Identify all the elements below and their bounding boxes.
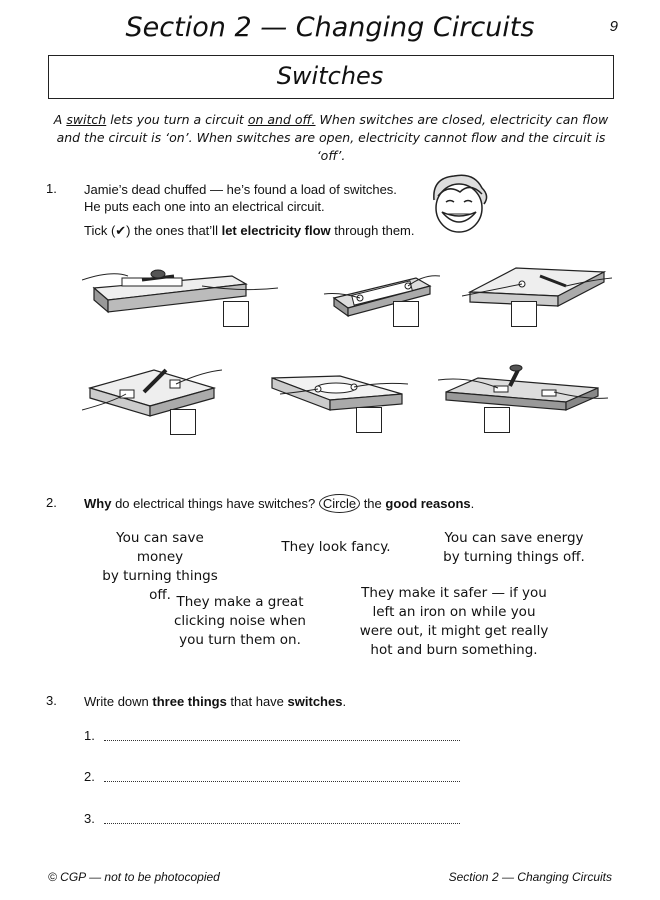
circle-word: Circle — [319, 494, 360, 513]
switch-4-illustration — [82, 362, 222, 432]
answer-look-fancy[interactable]: They look fancy. — [281, 539, 391, 555]
footer-section: Section 2 — Changing Circuits — [448, 870, 612, 884]
answer-line-2[interactable] — [104, 769, 460, 782]
tick-box-3[interactable] — [511, 301, 537, 327]
answer-clicking-noise[interactable]: They make a great clicking noise when you turn them on. — [174, 594, 306, 648]
answer-save-energy[interactable]: You can save energy by turning things off. — [443, 530, 585, 565]
tick-box-2[interactable] — [393, 301, 419, 327]
switch-5-illustration — [270, 372, 410, 422]
intro-text: A switch lets you turn a circuit on and off. When switches are closed, electricity can flow and the circuit is ‘on’. When switches are open, electricity cannot flow and the circuit is ‘off’. — [53, 112, 609, 163]
tick-box-5[interactable] — [356, 407, 382, 433]
switch-2-illustration — [320, 264, 440, 334]
question-1-text: Jamie’s dead chuffed — he’s found a load of switches. He puts each one into an electrical circuit. Tick (✔) the ones that’ll let electricity flow through them. — [84, 182, 415, 238]
answer-line-3[interactable] — [104, 811, 460, 824]
tick-box-1[interactable] — [223, 301, 249, 327]
answer-line-number: 3. — [84, 811, 95, 826]
answer-line-1[interactable] — [104, 728, 460, 741]
switch-3-illustration — [462, 264, 612, 324]
question-2-number: 2. — [46, 495, 57, 510]
answer-save-money[interactable]: You can save money by turning things off. — [102, 530, 218, 603]
section-subtitle: Switches — [276, 62, 384, 90]
question-3-text: Write down three things that have switches. — [84, 694, 347, 709]
switch-6-illustration — [438, 362, 608, 422]
page-title: Section 2 — Changing Circuits — [125, 12, 535, 43]
answer-line-number: 2. — [84, 769, 95, 784]
answer-safer[interactable]: They make it safer — if you left an iron on while you were out, it might get really hot and burn something. — [359, 585, 549, 658]
tick-box-6[interactable] — [484, 407, 510, 433]
tick-box-4[interactable] — [170, 409, 196, 435]
footer-copyright: © CGP — not to be photocopied — [48, 870, 220, 884]
answer-line-number: 1. — [84, 728, 95, 743]
jamie-face-icon — [424, 170, 494, 240]
page-number: 9 — [609, 18, 618, 35]
question-2-text: Why do electrical things have switches? Circle the good reasons. — [84, 496, 475, 511]
question-3-number: 3. — [46, 693, 57, 708]
question-1-number: 1. — [46, 181, 57, 196]
